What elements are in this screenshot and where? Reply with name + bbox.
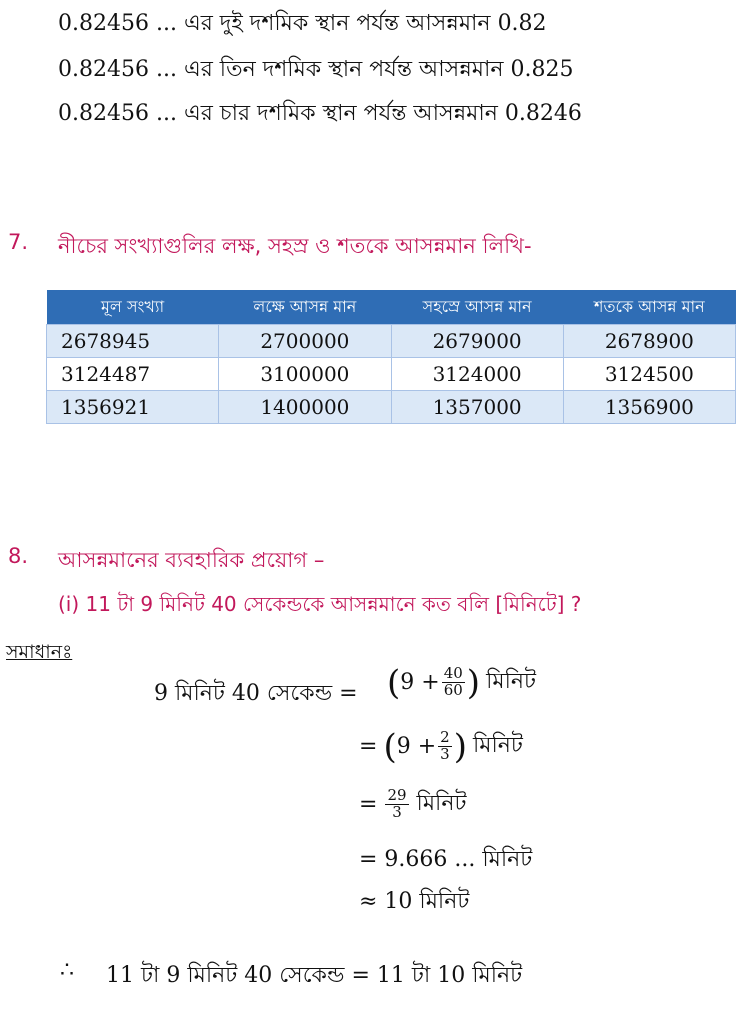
solution-conclusion: 11 টা 9 মিনিট 40 সেকেন্ড = 11 টা 10 মিনিট <box>106 963 523 988</box>
table-cell: 2678900 <box>563 325 735 358</box>
step2-eq: = <box>359 734 378 759</box>
table-cell: 3124487 <box>47 358 219 391</box>
approx-number: 0.82456 ... <box>58 57 177 82</box>
solution-step-4: = 9.666 ... মিনিট <box>359 847 533 872</box>
table-row <box>47 358 736 391</box>
table-cell: 2700000 <box>219 325 391 358</box>
section-7-number: 7. <box>8 230 29 254</box>
table-cell: 3124500 <box>563 358 735 391</box>
table-cell: 3124000 <box>391 358 563 391</box>
header-lakh: লক্ষে আসন্ন মান <box>219 290 391 325</box>
approx-number: 0.82456 ... <box>58 101 177 126</box>
table-cell: 1357000 <box>391 391 563 424</box>
table-cell: 2678945 <box>47 325 219 358</box>
step3-denominator: 3 <box>392 803 402 821</box>
table-cell: 3100000 <box>219 358 391 391</box>
approximation-table <box>46 290 736 424</box>
step3-fraction <box>385 788 408 821</box>
header-hundred: শতকে আসন্ন মান <box>563 290 735 325</box>
approximation-line-1 <box>58 6 547 43</box>
step1-unit: মিনিট <box>486 669 536 694</box>
approx-text: এর চার দশমিক স্থান পর্যন্ত আসন্নমান <box>183 101 498 126</box>
solution-lhs: 9 মিনিট 40 সেকেন্ড = <box>154 681 358 706</box>
step1-whole: 9 + <box>400 670 440 695</box>
step3-eq: = <box>359 792 378 817</box>
step1-numerator: 40 <box>443 664 463 683</box>
step1-denominator: 60 <box>443 681 463 699</box>
table-cell: 1400000 <box>219 391 391 424</box>
table-header-row <box>47 290 736 325</box>
approx-result: 0.8246 <box>504 101 582 126</box>
step2-fraction <box>438 730 452 763</box>
section-8-question: (i) 11 টা 9 মিনিট 40 সেকেন্ডকে আসন্নমানে কত বলি [মিনিটে] ? <box>58 592 582 616</box>
solution-label: সমাধানঃ <box>6 641 73 663</box>
table-row <box>47 391 736 424</box>
table-cell: 1356900 <box>563 391 735 424</box>
section-8-number: 8. <box>8 544 29 568</box>
approx-text: এর দুই দশমিক স্থান পর্যন্ত আসন্নমান <box>183 11 491 36</box>
section-8-title: আসন্নমানের ব্যবহারিক প্রয়োগ – <box>58 548 325 572</box>
section-7-title: নীচের সংখ্যাগুলির লক্ষ, সহস্র ও শতকে আসন্নমান লিখি- <box>58 234 532 258</box>
solution-step-2: = ( 9 + $\frac{2}{3}$ ) মিনিট <box>359 726 523 767</box>
approximation-line-3 <box>58 96 582 133</box>
table-cell: 1356921 <box>47 391 219 424</box>
table-row <box>47 325 736 358</box>
approx-text: এর তিন দশমিক স্থান পর্যন্ত আসন্নমান <box>183 57 504 82</box>
solution-step-5: ≈ 10 মিনিট <box>359 889 470 914</box>
solution-step-3 <box>359 786 466 823</box>
step3-unit: মিনিট <box>416 791 467 816</box>
step2-denominator: 3 <box>440 745 450 763</box>
step2-unit: মিনিট <box>472 733 523 758</box>
solution-step-1: ( 9 + $\frac{40}{60}$ ) মিনিট <box>387 662 536 703</box>
approx-number: 0.82456 ... <box>58 11 177 36</box>
step2-whole: 9 + <box>396 734 437 759</box>
approx-result: 0.82 <box>497 11 547 36</box>
table-cell: 2679000 <box>391 325 563 358</box>
step1-fraction <box>442 666 465 699</box>
header-original-number: মূল সংখ্যা <box>47 290 219 325</box>
approx-result: 0.825 <box>510 57 574 82</box>
therefore-symbol: ∴ <box>60 958 74 983</box>
approximation-line-2 <box>58 52 573 89</box>
header-thousand: সহস্রে আসন্ন মান <box>391 290 563 325</box>
step3-numerator: 29 <box>387 786 407 805</box>
step2-numerator: 2 <box>440 728 450 747</box>
